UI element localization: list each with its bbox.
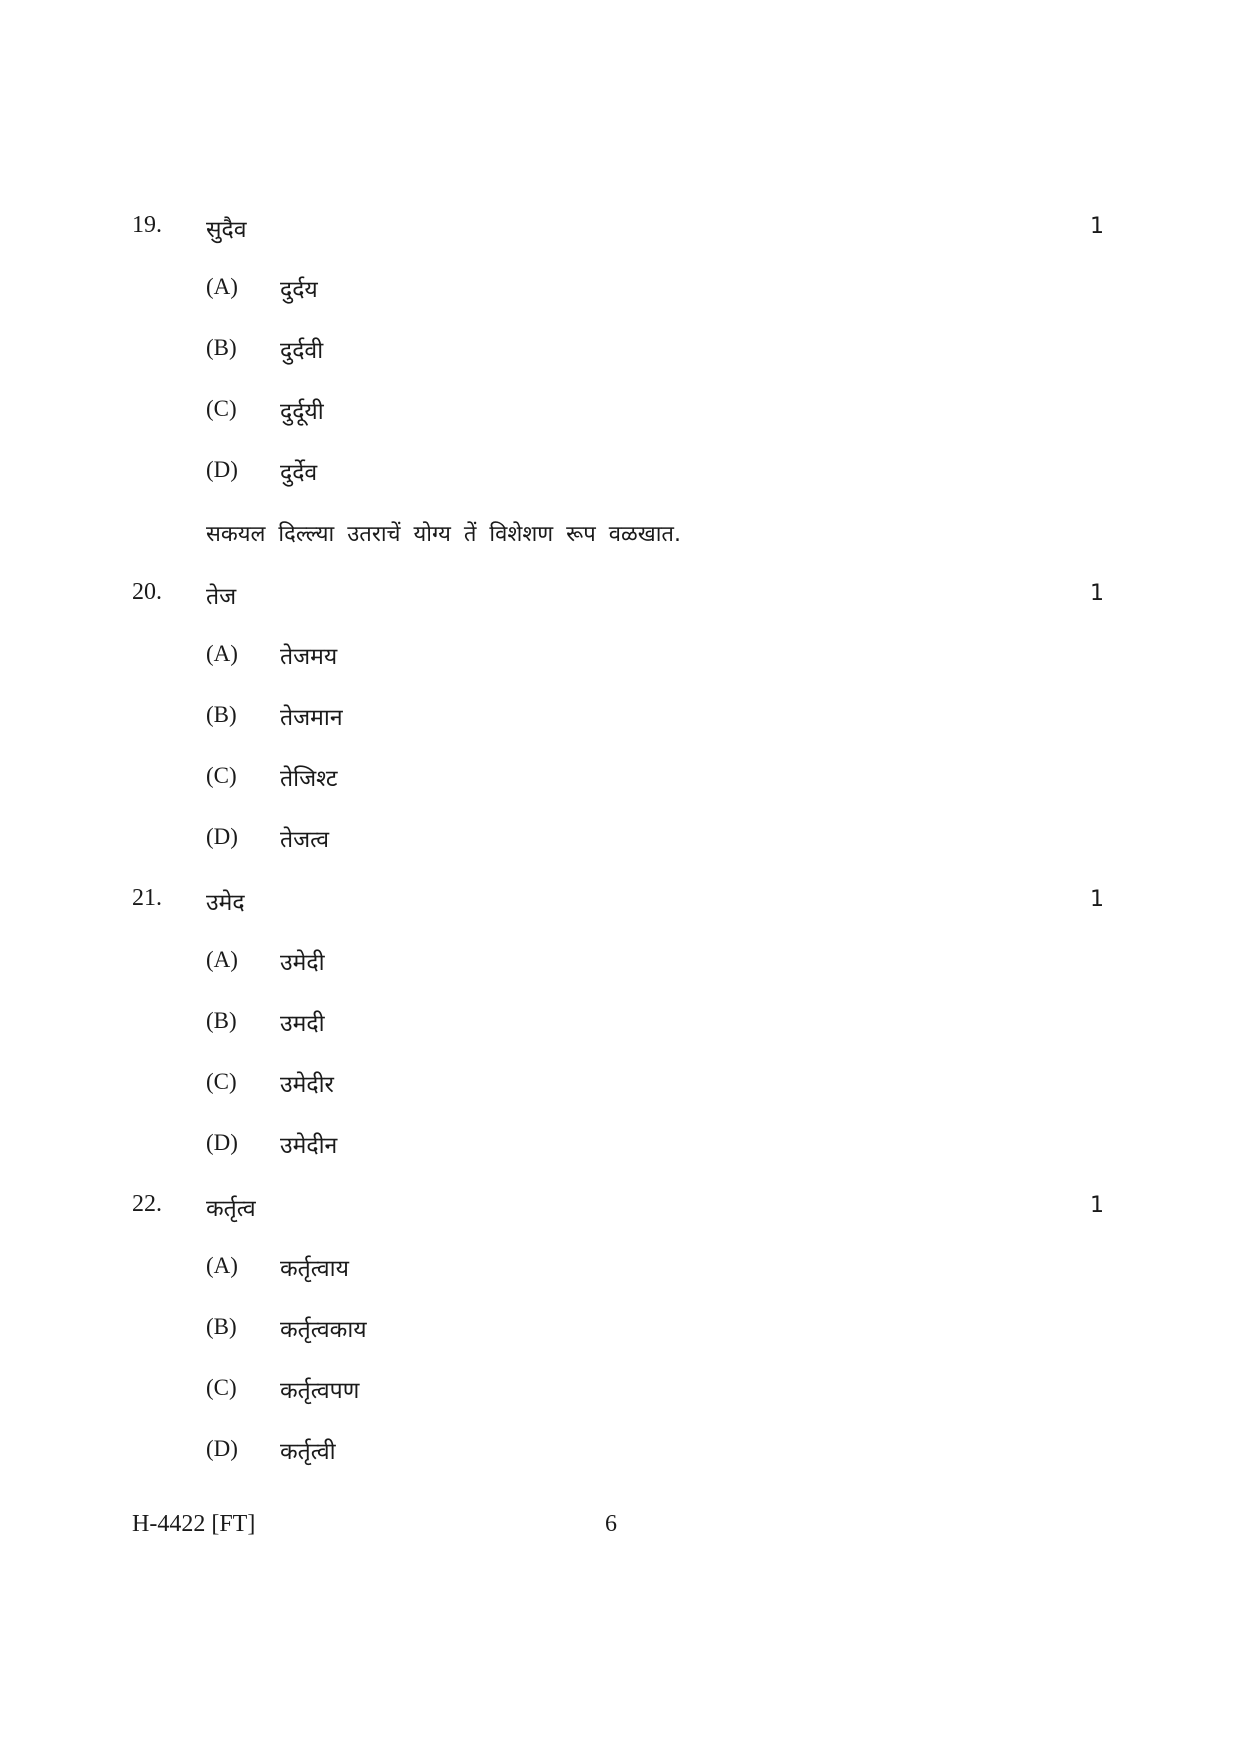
option-label-a: (A): [206, 274, 238, 299]
question-number: 19.: [132, 212, 162, 238]
option-label-b: (B): [206, 1008, 237, 1033]
section-instruction: सकयल दिल्ल्या उतराचें योग्य तें विशेशण रूप वळखात.: [206, 522, 681, 547]
paper-code: H-4422 [FT]: [132, 1511, 256, 1537]
option-label-a: (A): [206, 641, 238, 666]
option-label-d: (D): [206, 824, 238, 849]
option-label-d: (D): [206, 1130, 238, 1155]
option-text-b: उमदी: [280, 1011, 325, 1037]
question-word: सुदैव: [206, 217, 247, 243]
option-text-c: तेजिश्ट: [280, 766, 338, 792]
question-marks: 1: [1090, 1193, 1104, 1218]
option-label-d: (D): [206, 457, 238, 482]
option-label-b: (B): [206, 1314, 237, 1339]
option-label-c: (C): [206, 1069, 237, 1094]
option-label-c: (C): [206, 396, 237, 421]
option-text-b: तेजमान: [280, 705, 343, 731]
option-text-c: दुर्दूयी: [280, 399, 324, 425]
question-word: कर्तृत्व: [206, 1196, 256, 1222]
option-text-d: दुर्देव: [280, 460, 318, 486]
question-word: तेज: [206, 584, 237, 610]
question-word: उमेद: [206, 890, 245, 916]
question-marks: 1: [1090, 887, 1104, 912]
option-text-b: कर्तृत्वकाय: [280, 1317, 367, 1343]
option-text-d: तेजत्व: [280, 827, 330, 853]
option-text-a: दुर्दय: [280, 277, 318, 303]
option-text-d: कर्तृत्वी: [280, 1439, 336, 1465]
page-number: 6: [605, 1511, 617, 1537]
question-number: 22.: [132, 1191, 162, 1217]
question-number: 20.: [132, 579, 162, 605]
option-text-b: दुर्दवी: [280, 338, 324, 364]
option-label-a: (A): [206, 1253, 238, 1278]
option-text-c: उमेदीर: [280, 1072, 334, 1098]
question-number: 21.: [132, 885, 162, 911]
option-label-b: (B): [206, 702, 237, 727]
option-label-d: (D): [206, 1436, 238, 1461]
option-label-c: (C): [206, 763, 237, 788]
option-text-c: कर्तृत्वपण: [280, 1378, 360, 1404]
option-text-a: तेजमय: [280, 644, 338, 670]
option-text-a: कर्तृत्वाय: [280, 1256, 349, 1282]
option-text-d: उमेदीन: [280, 1133, 338, 1159]
option-label-c: (C): [206, 1375, 237, 1400]
option-label-b: (B): [206, 335, 237, 360]
option-text-a: उमेदी: [280, 950, 325, 976]
option-label-a: (A): [206, 947, 238, 972]
question-marks: 1: [1090, 581, 1104, 606]
question-marks: 1: [1090, 214, 1104, 239]
